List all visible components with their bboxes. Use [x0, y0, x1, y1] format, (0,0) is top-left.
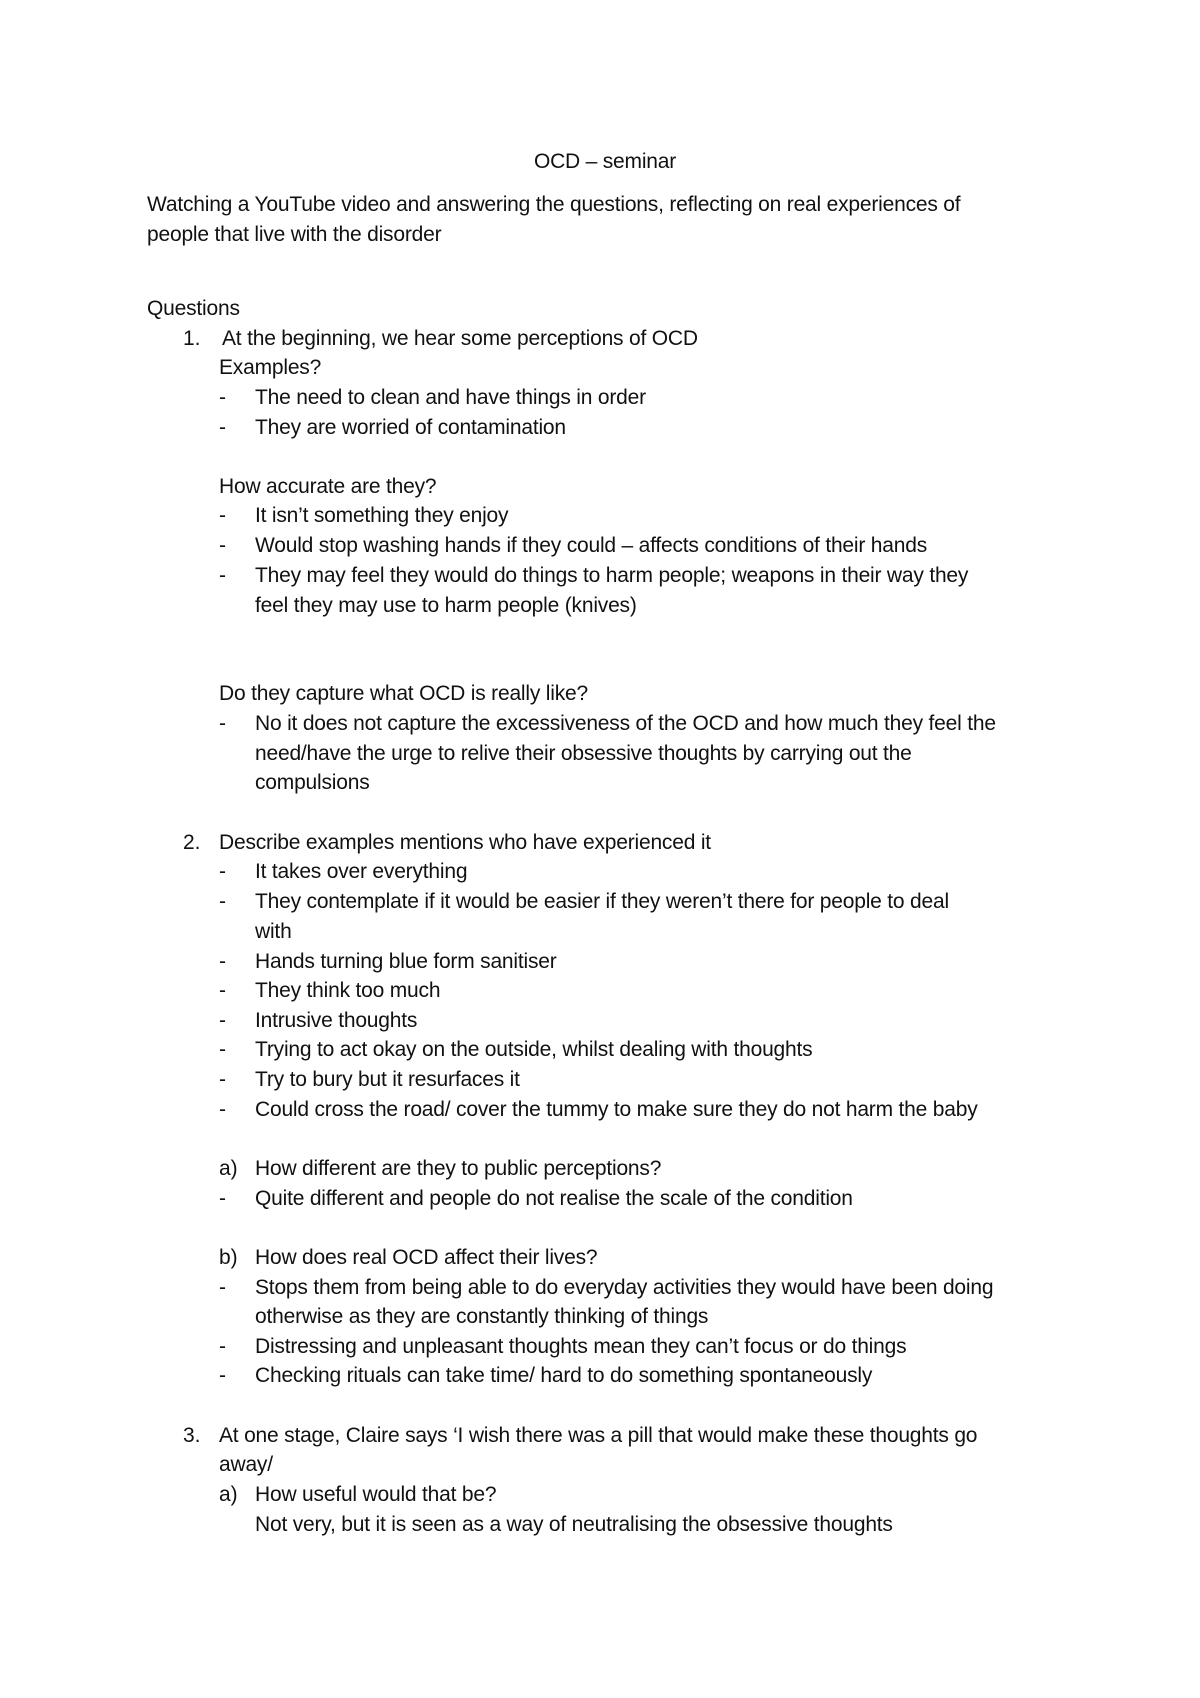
intro-line-1: Watching a YouTube video and answering the questions, reflecting on real experiences of	[147, 193, 961, 216]
q2-item: Intrusive thoughts	[255, 1009, 418, 1032]
q2b-text: How does real OCD affect their lives?	[255, 1246, 598, 1269]
bullet-dash: -	[219, 1068, 226, 1091]
q2b-item: Distressing and unpleasant thoughts mean they can’t focus or do things	[255, 1335, 907, 1358]
bullet-dash: -	[219, 1038, 226, 1061]
q1-accuracy-item: Would stop washing hands if they could – affects conditions of their hands	[255, 534, 928, 557]
q2a-marker: a)	[219, 1157, 238, 1180]
bullet-dash: -	[219, 1187, 226, 1210]
bullet-dash: -	[219, 534, 226, 557]
q3a-text: How useful would that be?	[255, 1483, 497, 1506]
bullet-dash: -	[219, 1009, 226, 1032]
q2-item: They contemplate if it would be easier if they weren’t there for people to deal	[255, 890, 949, 913]
bullet-dash: -	[219, 890, 226, 913]
q1-capture-label: Do they capture what OCD is really like?	[219, 682, 588, 705]
q2-item: Could cross the road/ cover the tummy to make sure they do not harm the baby	[255, 1098, 978, 1121]
q2b-item: Checking rituals can take time/ hard to do something spontaneously	[255, 1364, 873, 1387]
bullet-dash: -	[219, 1364, 226, 1387]
bullet-dash: -	[219, 416, 226, 439]
q1-capture-item: No it does not capture the excessiveness of the OCD and how much they feel the	[255, 712, 996, 735]
q2-item: Trying to act okay on the outside, whilst dealing with thoughts	[255, 1038, 813, 1061]
q2a-text: How different are they to public perceptions?	[255, 1157, 662, 1180]
bullet-dash: -	[219, 1335, 226, 1358]
q3-number: 3.	[183, 1424, 201, 1447]
q1-capture-item-cont: compulsions	[255, 771, 370, 794]
bullet-dash: -	[219, 564, 226, 587]
bullet-dash: -	[219, 712, 226, 735]
bullet-dash: -	[219, 1276, 226, 1299]
q1-examples-label: Examples?	[219, 356, 322, 379]
q2-text: Describe examples mentions who have experienced it	[219, 831, 711, 854]
q2-item: They think too much	[255, 979, 441, 1002]
q2-item: Try to bury but it resurfaces it	[255, 1068, 520, 1091]
q2-number: 2.	[183, 831, 201, 854]
bullet-dash: -	[219, 504, 226, 527]
q1-number: 1.	[183, 327, 201, 350]
q2b-item-cont: otherwise as they are constantly thinking of things	[255, 1305, 709, 1328]
q3a-marker: a)	[219, 1483, 238, 1506]
q2-item-cont: with	[255, 920, 292, 943]
bullet-dash: -	[219, 950, 226, 973]
bullet-dash: -	[219, 860, 226, 883]
q2b-item: Stops them from being able to do everyday activities they would have been doing	[255, 1276, 994, 1299]
document-title: OCD – seminar	[533, 150, 677, 173]
q3-text-cont: away/	[219, 1453, 273, 1476]
q1-example-item: The need to clean and have things in order	[255, 386, 646, 409]
q3-text: At one stage, Claire says ‘I wish there was a pill that would make these thoughts go	[219, 1424, 978, 1447]
bullet-dash: -	[219, 1098, 226, 1121]
q1-text: At the beginning, we hear some perceptions of OCD	[222, 327, 698, 350]
q1-accuracy-item-cont: feel they may use to harm people (knives)	[255, 594, 637, 617]
questions-heading: Questions	[147, 297, 240, 320]
q2a-item: Quite different and people do not realise the scale of the condition	[255, 1187, 853, 1210]
q3a-answer: Not very, but it is seen as a way of neutralising the obsessive thoughts	[255, 1513, 893, 1536]
bullet-dash: -	[219, 979, 226, 1002]
bullet-dash: -	[219, 386, 226, 409]
intro-line-2: people that live with the disorder	[147, 223, 442, 246]
q1-accuracy-label: How accurate are they?	[219, 475, 437, 498]
q2-item: It takes over everything	[255, 860, 468, 883]
q2b-marker: b)	[219, 1246, 238, 1269]
q1-capture-item-cont: need/have the urge to relive their obsessive thoughts by carrying out the	[255, 742, 912, 765]
q1-example-item: They are worried of contamination	[255, 416, 566, 439]
q1-accuracy-item: It isn’t something they enjoy	[255, 504, 509, 527]
q1-accuracy-item: They may feel they would do things to harm people; weapons in their way they	[255, 564, 969, 587]
q2-item: Hands turning blue form sanitiser	[255, 950, 557, 973]
